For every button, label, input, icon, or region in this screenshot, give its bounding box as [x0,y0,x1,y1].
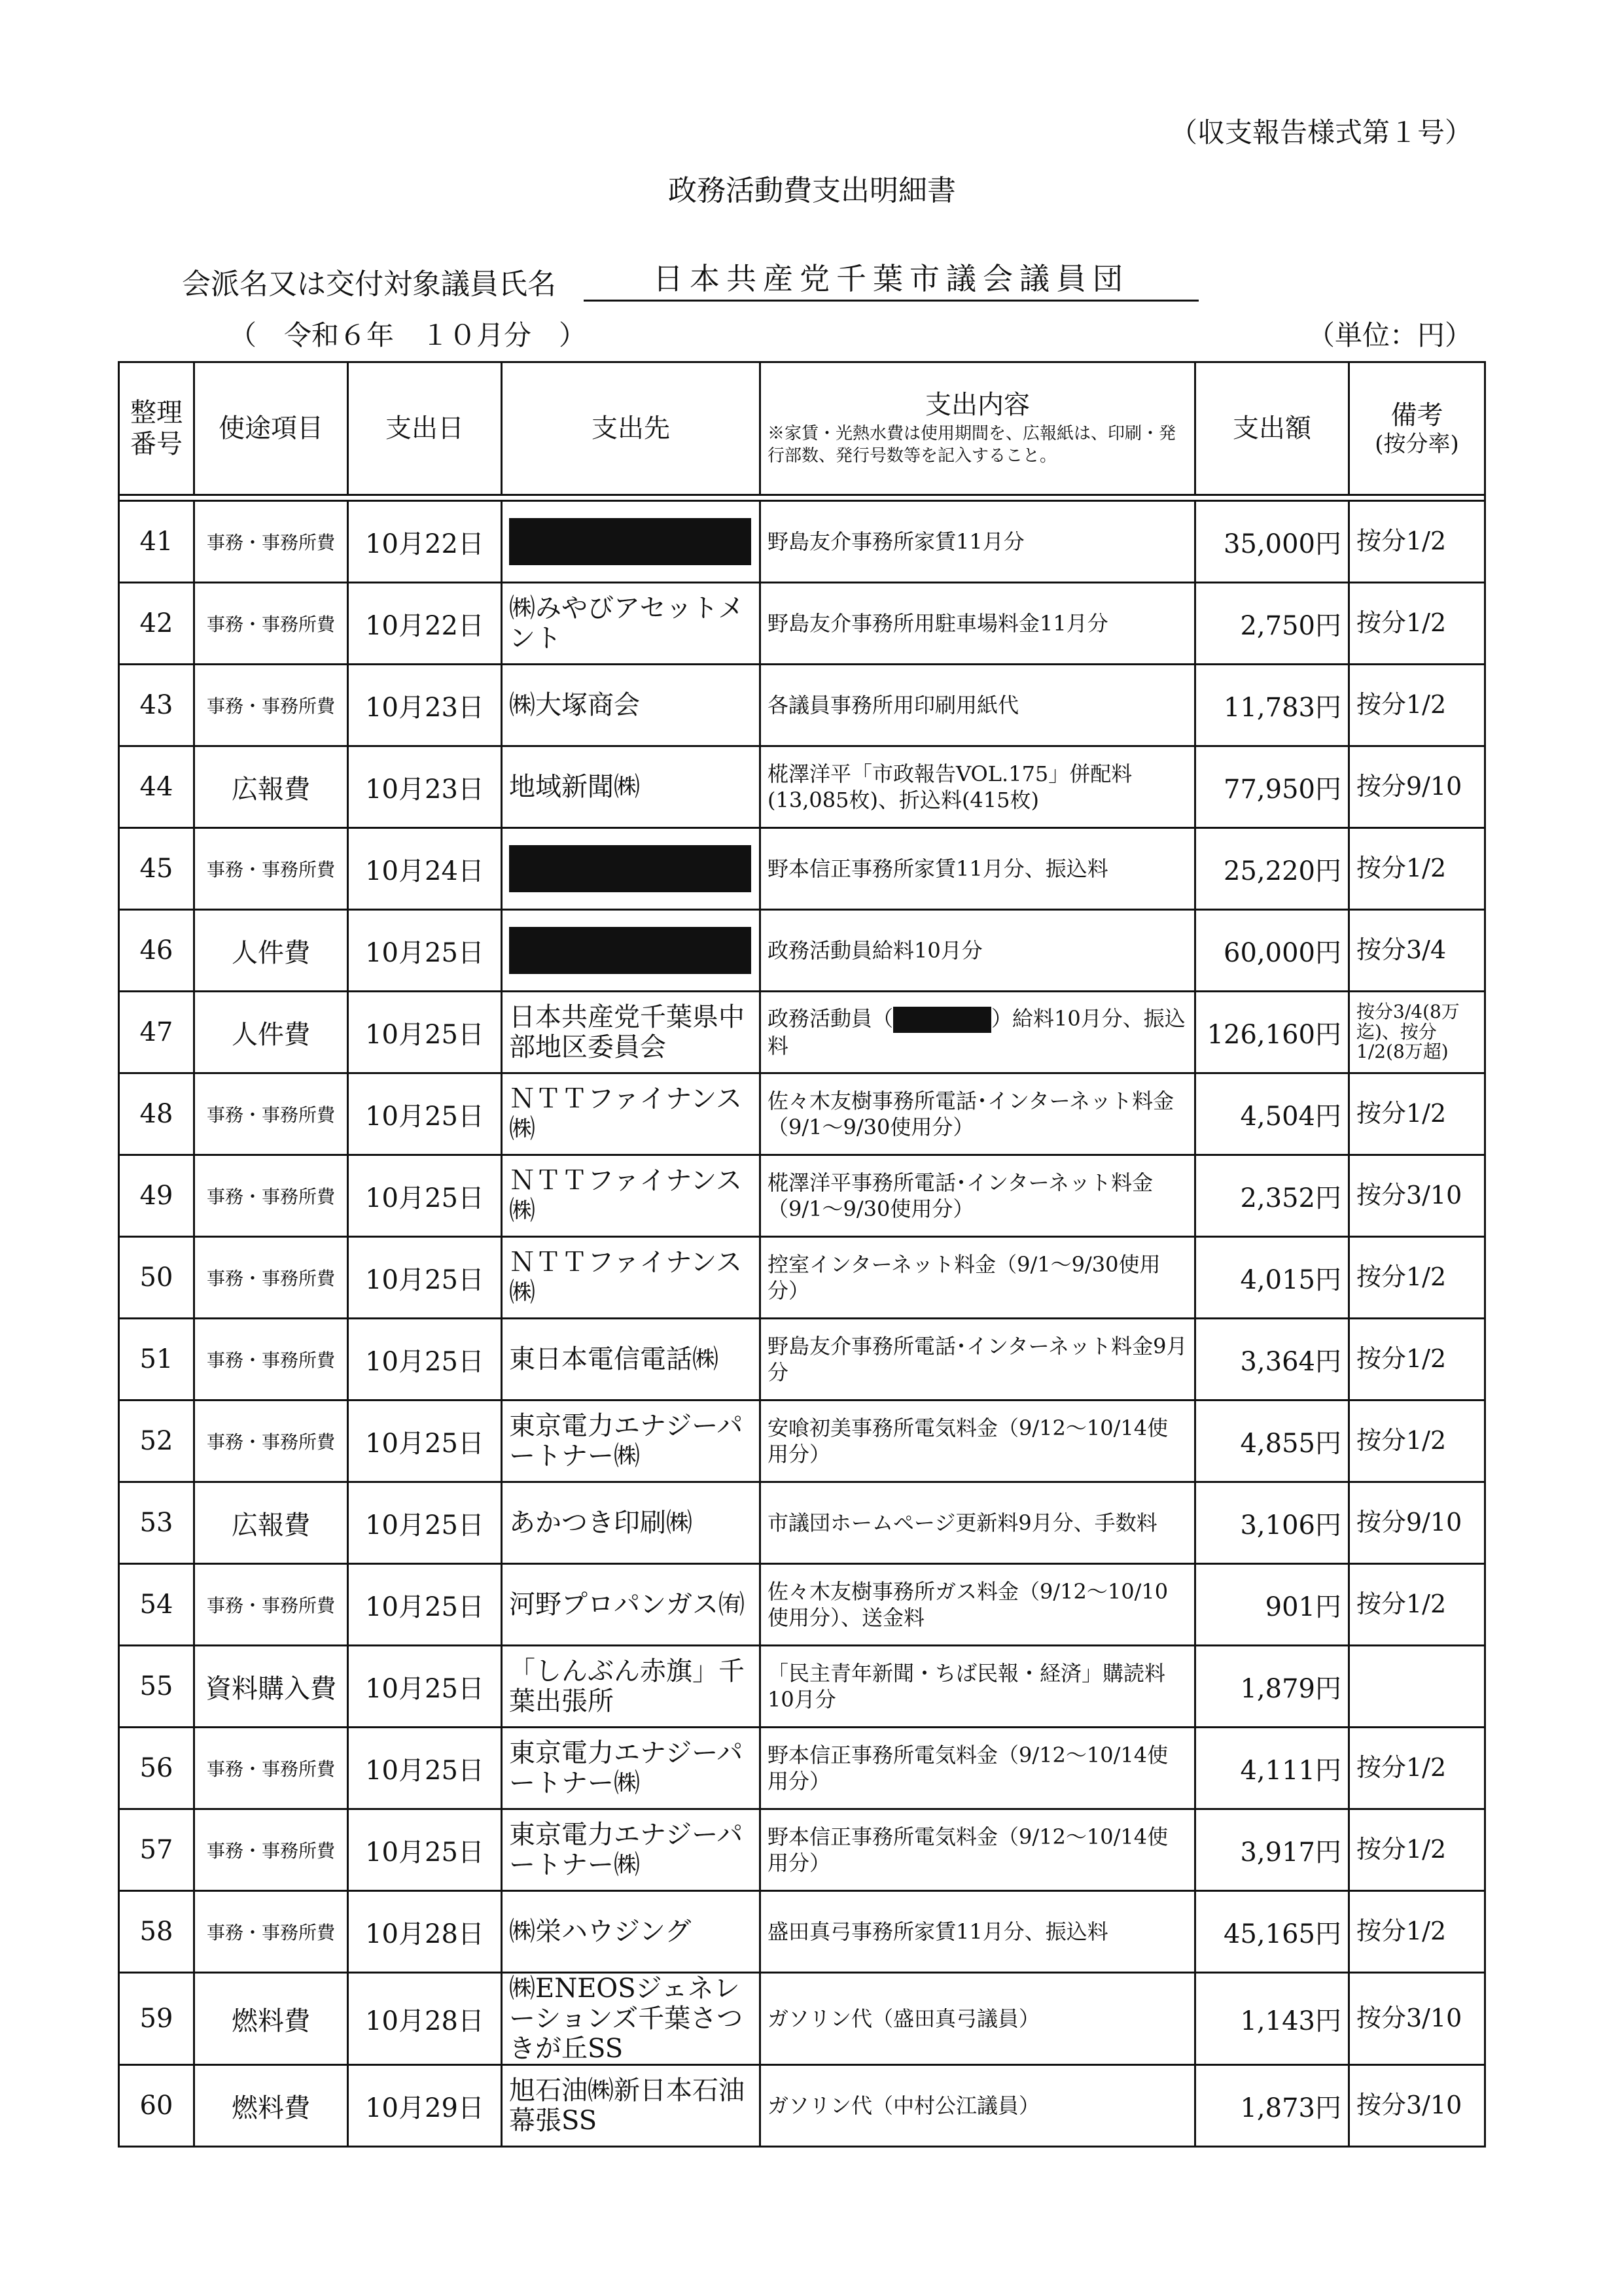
row-category: 事務・事務所費 [194,1728,348,1809]
row-description: 各議員事務所用印刷用紙代 [760,665,1195,746]
row-remark: 按分1/2 [1349,665,1485,746]
row-description: 野島友介事務所家賃11月分 [760,501,1195,583]
table-row [119,1891,1485,1973]
col-header-remark [1349,362,1485,495]
row-date: 10月25日 [348,1646,502,1728]
row-payee: 旭石油㈱新日本石油幕張SS [502,2065,760,2147]
row-category: 広報費 [194,746,348,828]
row-remark: 按分1/2 [1349,1564,1485,1646]
col-header-desc-title: 支出内容 [925,390,1030,421]
row-description: ガソリン代（中村公江議員） [760,2065,1195,2147]
table-row [119,1237,1485,1319]
row-amount: 45,165円 [1195,1891,1349,1973]
row-number: 41 [119,501,194,583]
row-date: 10月25日 [348,1809,502,1891]
col-header-desc [760,362,1195,495]
row-payee: 東京電力エナジーパートナー㈱ [502,1728,760,1809]
row-number: 47 [119,992,194,1073]
row-amount: 2,750円 [1195,583,1349,665]
row-category: 事務・事務所費 [194,665,348,746]
row-date: 10月25日 [348,1319,502,1400]
header-row [119,362,1485,495]
table-row [119,1973,1485,2065]
row-date: 10月25日 [348,992,502,1073]
row-number: 48 [119,1073,194,1155]
row-remark: 按分3/10 [1349,1155,1485,1237]
row-number: 57 [119,1809,194,1891]
form-number: （収支報告様式第１号） [1169,116,1472,148]
row-category: 事務・事務所費 [194,583,348,665]
row-category: 広報費 [194,1482,348,1564]
row-remark: 按分1/2 [1349,1319,1485,1400]
row-category: 燃料費 [194,2065,348,2147]
row-description: 佐々木友樹事務所ガス料金（9/12～10/10使用分）、送金料 [760,1564,1195,1646]
row-number: 44 [119,746,194,828]
row-date: 10月25日 [348,1237,502,1319]
row-remark: 按分1/2 [1349,583,1485,665]
row-category: 資料購入費 [194,1646,348,1728]
table-row [119,1155,1485,1237]
row-remark: 按分3/10 [1349,1973,1485,2065]
row-number: 58 [119,1891,194,1973]
row-description: 安喰初美事務所電気料金（9/12～10/14使用分） [760,1400,1195,1482]
row-description: 野本信正事務所家賃11月分、振込料 [760,828,1195,910]
table-row [119,746,1485,828]
table-row [119,992,1485,1073]
row-number: 55 [119,1646,194,1728]
row-payee [502,910,760,992]
row-date: 10月25日 [348,1155,502,1237]
row-date: 10月23日 [348,665,502,746]
row-number: 52 [119,1400,194,1482]
table-row [119,910,1485,992]
row-category: 人件費 [194,992,348,1073]
row-remark: 按分9/10 [1349,1482,1485,1564]
table-row [119,1728,1485,1809]
row-description: 盛田真弓事務所家賃11月分、振込料 [760,1891,1195,1973]
table-row [119,828,1485,910]
col-header-remark-sub: (按分率) [1375,430,1459,457]
row-remark: 按分1/2 [1349,1400,1485,1482]
redaction-bar [893,1007,991,1033]
row-number: 45 [119,828,194,910]
redaction-bar [509,927,751,974]
row-description-part-b: ）給料10月分、振込料 [768,1005,1186,1059]
row-amount: 4,504円 [1195,1073,1349,1155]
row-description: 椛澤洋平「市政報告VOL.175」併配料(13,085枚)、折込料(415枚) [760,746,1195,828]
row-amount: 3,917円 [1195,1809,1349,1891]
row-payee: 東日本電信電話㈱ [502,1319,760,1400]
row-remark: 按分3/10 [1349,2065,1485,2147]
row-remark: 按分1/2 [1349,1073,1485,1155]
row-description: 野島友介事務所電話･インターネット料金9月分 [760,1319,1195,1400]
org-name: 日本共産党千葉市議会議員団 [584,255,1199,302]
table-row [119,1564,1485,1646]
row-payee: 東京電力エナジーパートナー㈱ [502,1400,760,1482]
col-header-no: 整理番号 [119,362,194,495]
table-row [119,2065,1485,2147]
col-header-category: 使途項目 [194,362,348,495]
row-payee: 河野プロパンガス㈲ [502,1564,760,1646]
row-amount: 2,352円 [1195,1155,1349,1237]
row-amount: 60,000円 [1195,910,1349,992]
row-payee [502,828,760,910]
row-number: 51 [119,1319,194,1400]
table-row [119,1073,1485,1155]
document-title: 政務活動費支出明細書 [668,174,956,207]
row-amount: 4,855円 [1195,1400,1349,1482]
row-category: 燃料費 [194,1973,348,2065]
col-header-amount: 支出額 [1195,362,1349,495]
table-row [119,1400,1485,1482]
row-remark: 按分1/2 [1349,828,1485,910]
header-separator-cell [119,495,1485,501]
row-number: 53 [119,1482,194,1564]
row-amount: 11,783円 [1195,665,1349,746]
row-remark: 按分1/2 [1349,1809,1485,1891]
row-category: 事務・事務所費 [194,1073,348,1155]
row-date: 10月25日 [348,1728,502,1809]
row-category: 事務・事務所費 [194,1400,348,1482]
row-amount: 35,000円 [1195,501,1349,583]
row-remark: 按分3/4 [1349,910,1485,992]
table-row [119,1319,1485,1400]
row-date: 10月23日 [348,746,502,828]
table-row [119,665,1485,746]
row-date: 10月25日 [348,1400,502,1482]
table-row [119,501,1485,583]
row-date: 10月28日 [348,1973,502,2065]
row-number: 46 [119,910,194,992]
row-payee: 「しんぶん赤旗」千葉出張所 [502,1646,760,1728]
row-date: 10月28日 [348,1891,502,1973]
row-number: 42 [119,583,194,665]
row-date: 10月29日 [348,2065,502,2147]
expense-table [118,361,1486,2148]
row-payee: ㈱みやびアセットメント [502,583,760,665]
row-category: 事務・事務所費 [194,1809,348,1891]
table-row [119,1809,1485,1891]
row-number: 60 [119,2065,194,2147]
row-remark: 按分3/4(8万迄)、按分1/2(8万超) [1349,992,1485,1073]
row-description: 「民主青年新聞・ちば民報・経済」購読料10月分 [760,1646,1195,1728]
row-amount: 1,143円 [1195,1973,1349,2065]
row-date: 10月25日 [348,910,502,992]
org-label: 会派名又は交付対象議員氏名 [182,268,556,301]
row-date: 10月25日 [348,1073,502,1155]
row-number: 59 [119,1973,194,2065]
row-payee: ＮＴＴファイナンス㈱ [502,1155,760,1237]
row-remark: 按分1/2 [1349,1891,1485,1973]
row-date: 10月25日 [348,1482,502,1564]
row-payee: 東京電力エナジーパートナー㈱ [502,1809,760,1891]
row-category: 事務・事務所費 [194,1564,348,1646]
table-row [119,1646,1485,1728]
row-payee: ＮＴＴファイナンス㈱ [502,1073,760,1155]
row-amount: 3,364円 [1195,1319,1349,1400]
row-category: 事務・事務所費 [194,1319,348,1400]
row-amount: 901円 [1195,1564,1349,1646]
row-amount: 77,950円 [1195,746,1349,828]
row-category: 事務・事務所費 [194,828,348,910]
col-header-desc-note: ※家賃・光熱水費は使用期間を、広報紙は、印刷・発行部数、発行号数等を記入すること。 [768,424,1176,466]
col-header-payee: 支出先 [502,362,760,495]
row-category: 事務・事務所費 [194,501,348,583]
row-category: 事務・事務所費 [194,1891,348,1973]
row-description: 野島友介事務所用駐車場料金11月分 [760,583,1195,665]
row-description [760,992,1195,1073]
row-category: 人件費 [194,910,348,992]
expense-rows [119,501,1485,2147]
table-row [119,583,1485,665]
redaction-bar [509,845,751,892]
header-separator [119,495,1485,501]
row-payee: 日本共産党千葉県中部地区委員会 [502,992,760,1073]
row-description: ガソリン代（盛田真弓議員） [760,1973,1195,2065]
table-row [119,1482,1485,1564]
row-description: 野本信正事務所電気料金（9/12～10/14使用分） [760,1728,1195,1809]
row-remark: 按分1/2 [1349,501,1485,583]
row-amount: 25,220円 [1195,828,1349,910]
row-category: 事務・事務所費 [194,1237,348,1319]
row-date: 10月25日 [348,1564,502,1646]
row-date: 10月24日 [348,828,502,910]
row-payee [502,501,760,583]
row-remark: 按分1/2 [1349,1728,1485,1809]
row-remark [1349,1646,1485,1728]
row-description: 椛澤洋平事務所電話･インターネット料金（9/1～9/30使用分） [760,1155,1195,1237]
row-date: 10月22日 [348,583,502,665]
row-description: 控室インターネット料金（9/1～9/30使用分） [760,1237,1195,1319]
row-payee: ＮＴＴファイナンス㈱ [502,1237,760,1319]
row-remark: 按分9/10 [1349,746,1485,828]
row-amount: 1,873円 [1195,2065,1349,2147]
row-number: 43 [119,665,194,746]
row-category: 事務・事務所費 [194,1155,348,1237]
row-payee: あかつき印刷㈱ [502,1482,760,1564]
row-payee: ㈱ENEOSジェネレーションズ千葉さつきが丘SS [502,1973,760,2065]
row-payee: ㈱栄ハウジング [502,1891,760,1973]
row-amount: 4,015円 [1195,1237,1349,1319]
report-period: （ 令和６年 １０月分 ） [229,319,587,351]
row-number: 50 [119,1237,194,1319]
redaction-bar [509,518,751,565]
row-description: 野本信正事務所電気料金（9/12～10/14使用分） [760,1809,1195,1891]
row-amount: 1,879円 [1195,1646,1349,1728]
row-description: 市議団ホームページ更新料9月分、手数料 [760,1482,1195,1564]
row-payee: 地域新聞㈱ [502,746,760,828]
col-header-date: 支出日 [348,362,502,495]
row-remark: 按分1/2 [1349,1237,1485,1319]
row-number: 56 [119,1728,194,1809]
row-date: 10月22日 [348,501,502,583]
row-amount: 126,160円 [1195,992,1349,1073]
row-payee: ㈱大塚商会 [502,665,760,746]
row-amount: 4,111円 [1195,1728,1349,1809]
row-number: 54 [119,1564,194,1646]
unit-label: （単位：円） [1307,319,1472,351]
row-number: 49 [119,1155,194,1237]
col-header-remark-title: 備考 [1390,400,1443,430]
row-amount: 3,106円 [1195,1482,1349,1564]
row-description: 佐々木友樹事務所電話･インターネット料金（9/1～9/30使用分） [760,1073,1195,1155]
row-description: 政務活動員給料10月分 [760,910,1195,992]
row-description-part-a: 政務活動員（ [768,1005,894,1031]
